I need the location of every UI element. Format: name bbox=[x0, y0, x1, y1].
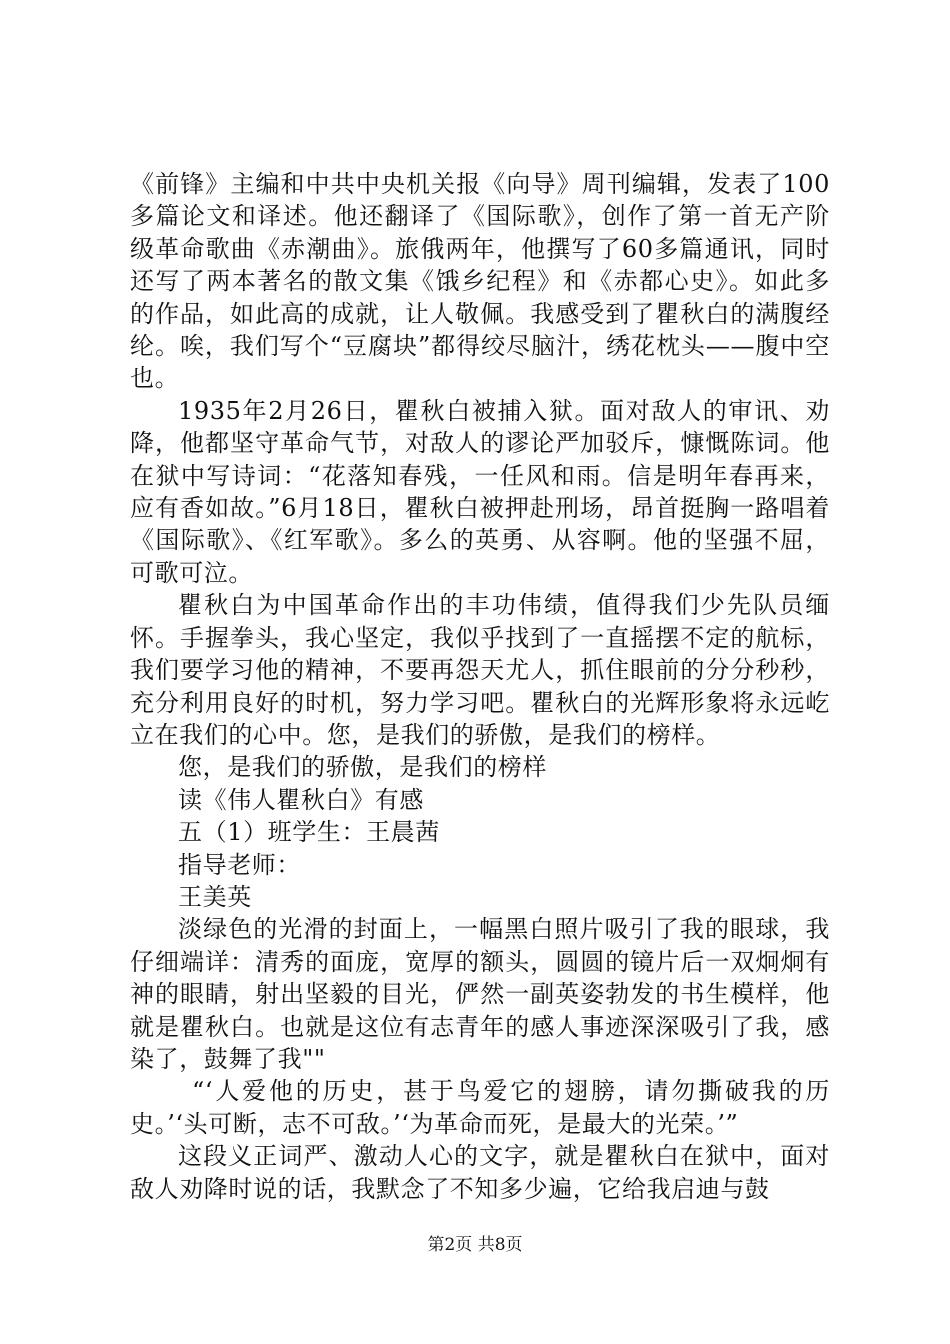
paragraph-2: 1935年2月26日，瞿秋白被捕入狱。面对敌人的审讯、劝降，他都坚守革命气节，对敌人的谬论严加驳斥，慷慨陈词。他在狱中写诗词：“花落知春残，一任风和雨。信是明年春再来，应有香如故。”6月18日，瞿秋白被押赴刑场，昂首挺胸一路唱着《国际歌》、《红军歌》。多么的英勇、从容啊。他的坚强不屈，可歌可泣。 bbox=[130, 396, 830, 587]
author-line: 五（1）班学生：王晨茜 bbox=[178, 818, 440, 847]
paragraph-5: 这段义正词严、激动人心的文字，就是瞿秋白在狱中，面对敌人劝降时说的话，我默念了不知多少遍，它给我启迪与鼓 bbox=[130, 1142, 830, 1203]
essay-subtitle: 读《伟人瞿秋白》有感 bbox=[178, 785, 424, 814]
teacher-label: 指导老师： bbox=[178, 850, 301, 879]
paragraph-3: 瞿秋白为中国革命作出的丰功伟绩，值得我们少先队员缅怀。手握拳头，我心坚定，我似乎找到了一直摇摆不定的航标，我们要学习他的精神，不要再怨天尤人，抓住眼前的分分秒秒，充分利用良好的时机，努力学习吧。瞿秋白的光辉形象将永远屹立在我们的心中。您，是我们的骄傲，是我们的榜样。 bbox=[130, 591, 830, 749]
paragraph-1: 《前锋》主编和中共中央机关报《向导》周刊编辑，发表了100多篇论文和译述。他还翻译了《国际歌》，创作了第一首无产阶级革命歌曲《赤潮曲》。旅俄两年，他撰写了60多篇通讯，同时还写了两本著名的散文集《饿乡纪程》和《赤都心史》。如此多的作品，如此高的成就，让人敬佩。我感受到了瞿秋白的满腹经纶。唉，我们写个“豆腐块”都得绞尽脑汁，绣花枕头——腹中空也。 bbox=[130, 170, 830, 393]
page-footer: 第2页 共8页 bbox=[427, 1235, 523, 1255]
essay-title: 您，是我们的骄傲，是我们的榜样 bbox=[178, 753, 547, 782]
paragraph-4: 淡绿色的光滑的封面上，一幅黑白照片吸引了我的眼球，我仔细端详：清秀的面庞，宽厚的额头，圆圆的镜片后一双炯炯有神的眼睛，射出坚毅的目光，俨然一副英姿勃发的书生模样，他就是瞿秋白。也就是这位有志青年的感人事迹深深吸引了我，感染了，鼓舞了我"" bbox=[130, 915, 830, 1073]
body-text bbox=[130, 168, 830, 1205]
teacher-name: 王美英 bbox=[178, 882, 252, 911]
quote-paragraph: “‘人爱他的历史，甚于鸟爱它的翅膀，请勿撕破我的历史。’‘头可断，志不可敌。’‘为革命而死，是最大的光荣。’” bbox=[130, 1077, 830, 1138]
